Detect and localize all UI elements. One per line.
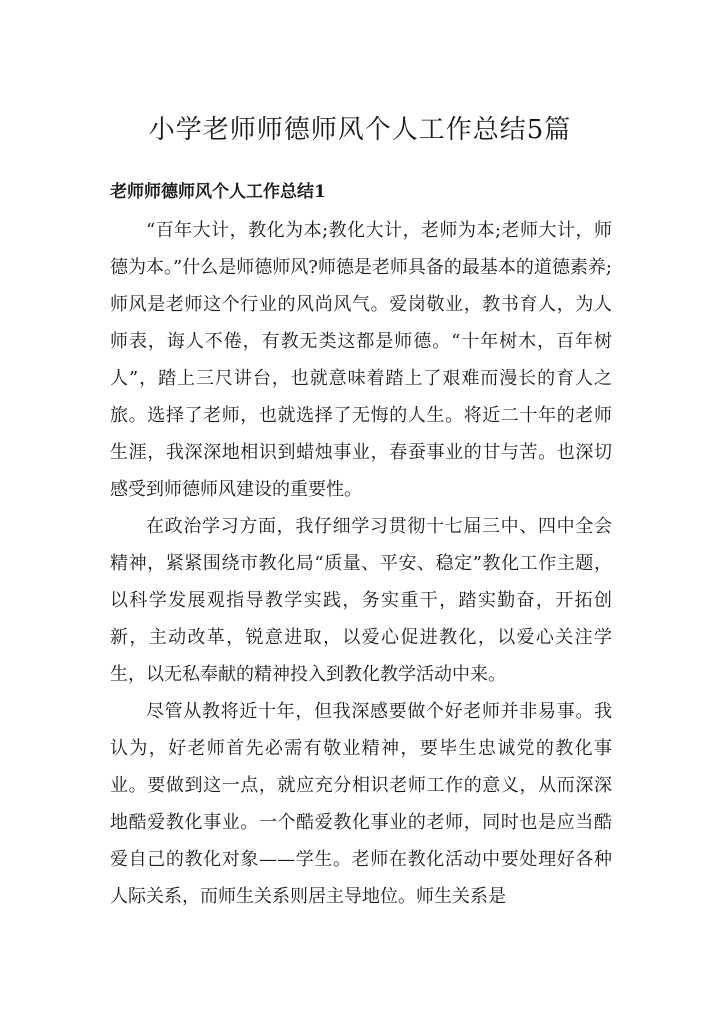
paragraph-3: 尽管从教将近十年，但我深感要做个好老师并非易事。我认为，好老师首先必需有敬业精神，要毕生忠诚党的教化事业。要做到这一点，就应充分相识老师工作的意义，从而深深地酷爱教化事业。一个酷爱教化事业的老师，同时也是应当酷爱自己的教化对象——学生。老师在教化活动中要处理好各种人际关系，而师生关系则居主导地位。师生关系是 bbox=[110, 701, 612, 907]
document-body bbox=[110, 212, 612, 915]
paragraph-1: “百年大计，教化为本;教化大计，老师为本;老师大计，师德为本。”什么是师德师风?师德是老师具备的最基本的道德素养;师风是老师这个行业的风尚风气。爱岗敬业，教书育人，为人师表，诲人不倦，有教无类这都是师德。“十年树木，百年树人”，踏上三尺讲台，也就意味着踏上了艰难而漫长的育人之旅。选择了老师，也就选择了无悔的人生。将近二十年的老师生涯，我深深地相识到蜡烛事业，春蚕事业的甘与苦。也深切感受到师德师风建设的重要性。 bbox=[110, 220, 612, 500]
section-heading: 老师师德师风个人工作总结1 bbox=[110, 182, 326, 202]
document-title: 小学老师师德师风个人工作总结5篇 bbox=[148, 115, 572, 145]
paragraph-2: 在政治学习方面，我仔细学习贯彻十七届三中、四中全会精神，紧紧围绕市教化局“质量、平安、稳定”教化工作主题，以科学发展观指导教学实践，务实重干，踏实勤奋，开拓创新，主动改革，锐意进取，以爱心促进教化，以爱心关注学生，以无私奉献的精神投入到教化教学活动中来。 bbox=[110, 516, 612, 685]
